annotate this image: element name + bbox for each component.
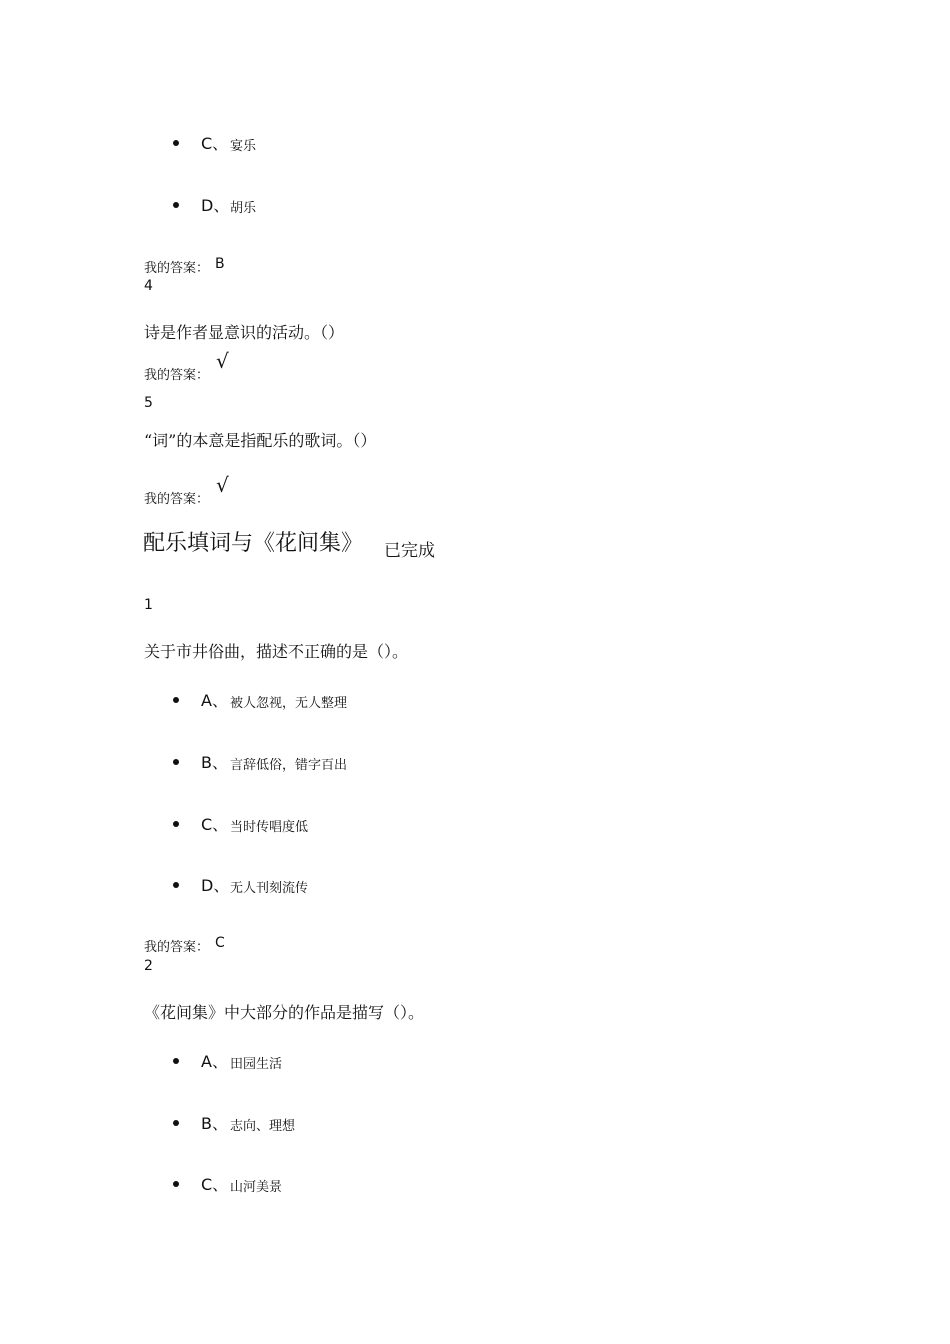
option-letter: B、 [201,753,228,772]
section-status: 已完成 [384,541,435,561]
bullet-icon [173,1181,179,1187]
answer-label: 我的答案： [144,261,210,276]
option-text: 言辞低俗，错字百出 [230,758,348,773]
option-text: 山河美景 [230,1180,283,1195]
option-text: 田园生活 [230,1057,283,1072]
option-text: 志向、理想 [230,1119,296,1134]
bullet-icon [173,759,179,765]
option-text: 被人忽视，无人整理 [230,696,348,711]
bullet-icon [173,202,179,208]
check-mark-icon: √ [216,473,229,497]
question-number: 1 [144,597,153,613]
option-letter: C、 [201,815,229,834]
question-text: “词”的本意是指配乐的歌词。（） [144,431,377,450]
option-letter: A、 [201,1052,228,1071]
section-title: 配乐填词与《花间集》 [143,531,364,556]
option-text: 宴乐 [230,139,257,154]
question-text: 诗是作者显意识的活动。（） [144,323,345,342]
answer-label: 我的答案： [144,492,210,507]
bullet-icon [173,821,179,827]
answer-label: 我的答案： [144,940,210,955]
option-letter: B、 [201,1114,228,1133]
option-letter: D、 [201,196,230,215]
answer-value: C [215,935,225,951]
bullet-icon [173,1058,179,1064]
bullet-icon [173,882,179,888]
question-number: 4 [144,278,153,294]
option-text: 当时传唱度低 [230,820,309,835]
option-letter: A、 [201,691,228,710]
bullet-icon [173,697,179,703]
answer-value: B [215,256,225,272]
question-number: 5 [144,395,153,411]
bullet-icon [173,140,179,146]
check-mark-icon: √ [216,349,229,373]
option-letter: D、 [201,876,230,895]
option-letter: C、 [201,1175,229,1194]
answer-label: 我的答案： [144,368,210,383]
bullet-icon [173,1120,179,1126]
question-text: 《花间集》中大部分的作品是描写（）。 [144,1003,425,1022]
option-text: 胡乐 [230,201,257,216]
question-number: 2 [144,958,153,974]
option-text: 无人刊刻流传 [230,881,309,896]
option-letter: C、 [201,134,229,153]
question-text: 关于市井俗曲，描述不正确的是（）。 [144,642,409,661]
